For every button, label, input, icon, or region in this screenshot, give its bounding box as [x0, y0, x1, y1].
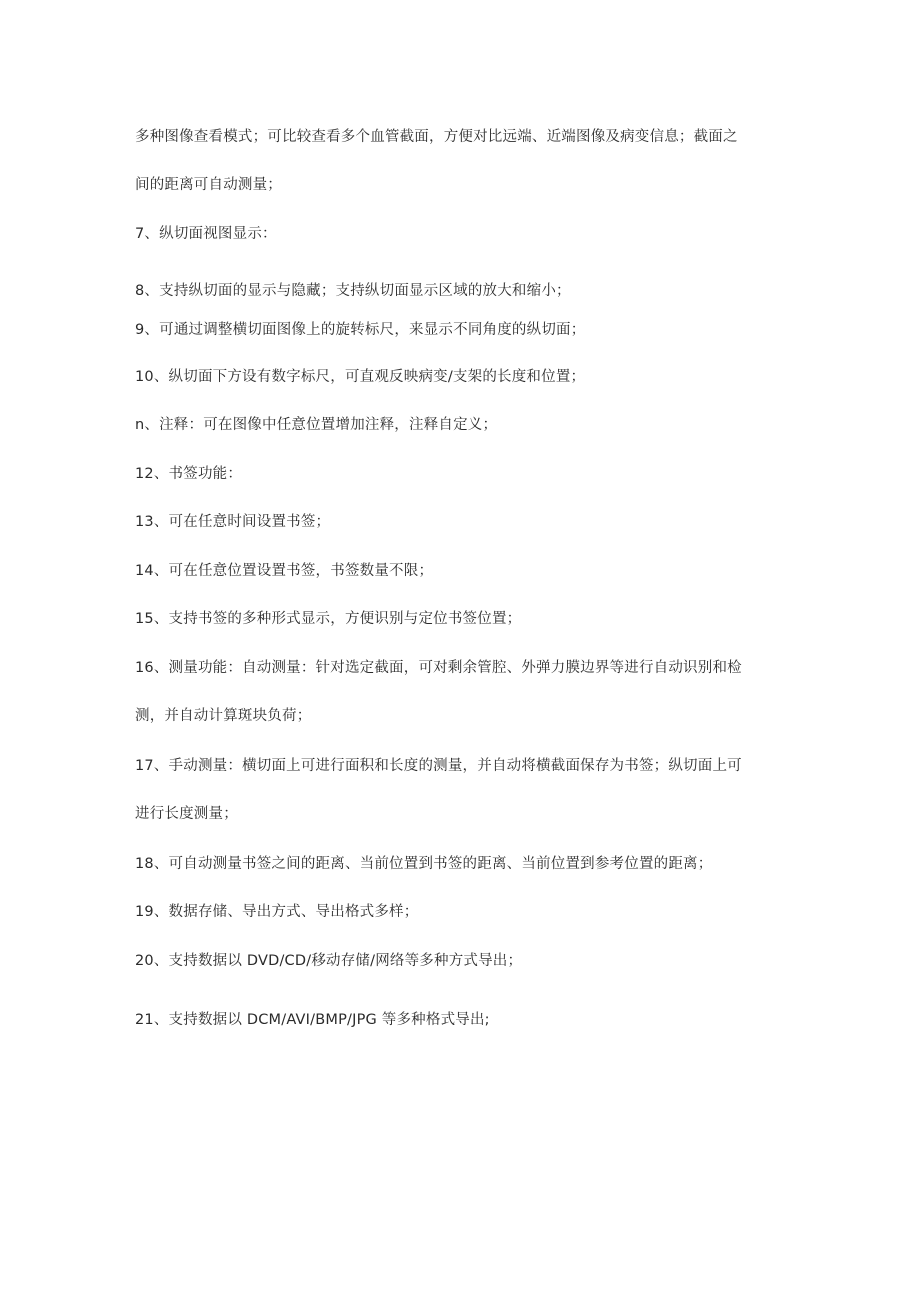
text-line: 10、纵切面下方设有数字标尺，可直观反映病变/支架的长度和位置；	[135, 369, 586, 385]
text-line: 间的距离可自动测量；	[135, 177, 282, 193]
text-line: 17、手动测量：横切面上可进行面积和长度的测量，并自动将横截面保存为书签；纵切面上可	[135, 758, 742, 774]
text-line: 进行长度测量；	[135, 806, 238, 822]
text-line: 12、书签功能：	[135, 466, 243, 482]
text-line: 多种图像查看模式；可比较查看多个血管截面，方便对比远端、近端图像及病变信息；截面之	[135, 129, 738, 145]
text-line: 14、可在任意位置设置书签，书签数量不限；	[135, 563, 434, 579]
text-line: 测，并自动计算斑块负荷；	[135, 708, 312, 724]
text-line: 9、可通过调整横切面图像上的旋转标尺，来显示不同角度的纵切面；	[135, 322, 586, 338]
text-line: 18、可自动测量书签之间的距离、当前位置到书签的距离、当前位置到参考位置的距离；	[135, 856, 713, 872]
text-line: 7、纵切面视图显示：	[135, 226, 277, 242]
text-line: 8、支持纵切面的显示与隐藏；支持纵切面显示区域的放大和缩小；	[135, 283, 571, 299]
text-line: 19、数据存储、导出方式、导出格式多样；	[135, 904, 419, 920]
text-line: 16、测量功能：自动测量：针对选定截面，可对剩余管腔、外弹力膜边界等进行自动识别和检	[135, 660, 742, 676]
text-line: 15、支持书签的多种形式显示，方便识别与定位书签位置；	[135, 611, 522, 627]
text-line: 13、可在任意时间设置书签；	[135, 514, 331, 530]
text-line: 20、支持数据以 DVD/CD/移动存储/网络等多种方式导出；	[135, 953, 523, 969]
text-line: 21、支持数据以 DCM/AVI/BMP/JPG 等多种格式导出;	[135, 1012, 490, 1028]
text-line: n、注释：可在图像中任意位置增加注释，注释自定义；	[135, 417, 498, 433]
